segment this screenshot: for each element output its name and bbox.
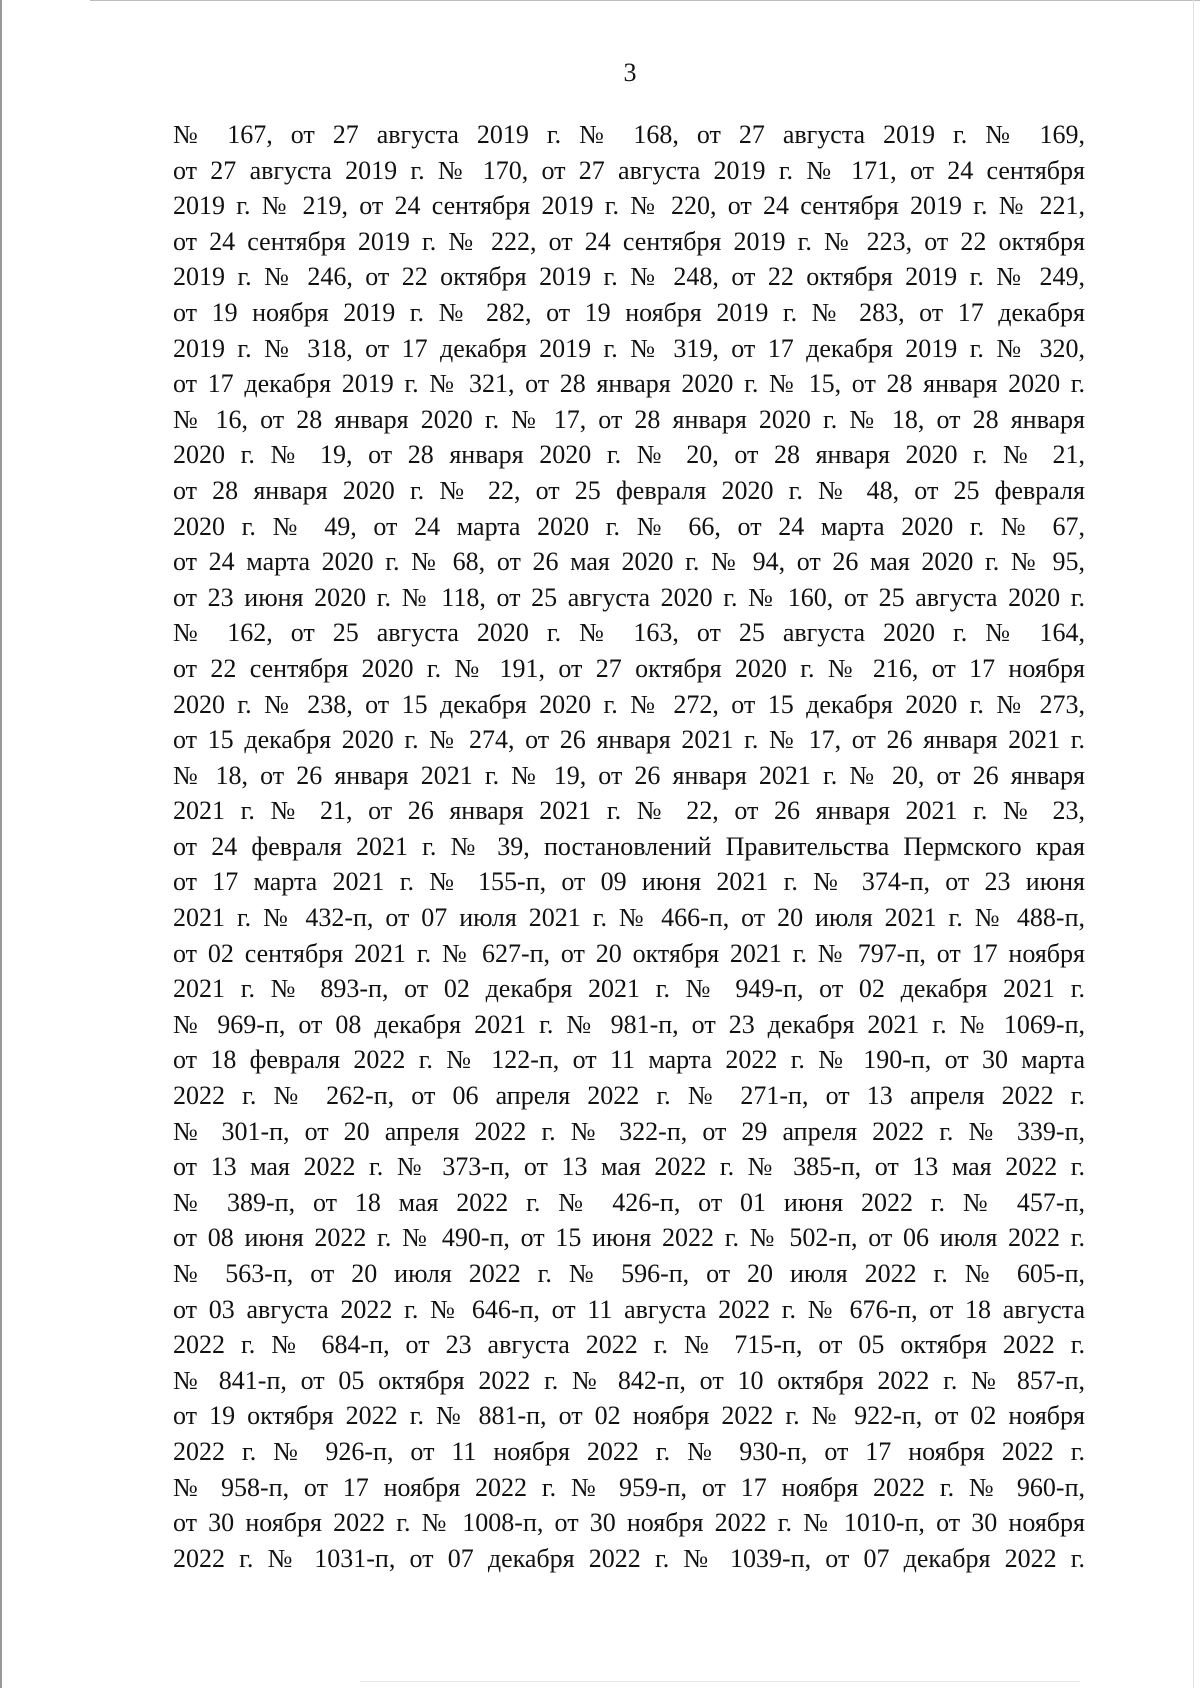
text-line: от 28 января 2020 г. № 22, от 25 февраля 2020 г. № 48, от 25 февраля (173, 475, 1085, 505)
text-line: 2020 г. № 49, от 24 марта 2020 г. № 66, от 24 марта 2020 г. № 67, (173, 511, 1085, 541)
text-line: № 958-п, от 17 ноября 2022 г. № 959-п, от 17 ноября 2022 г. № 960-п, (173, 1472, 1085, 1502)
text-line: от 24 сентября 2019 г. № 222, от 24 сентября 2019 г. № 223, от 22 октября (173, 226, 1085, 256)
text-line: № 563-п, от 20 июля 2022 г. № 596-п, от 20 июля 2022 г. № 605-п, (173, 1259, 1085, 1288)
text-line: от 23 июня 2020 г. № 118, от 25 августа 2020 г. № 160, от 25 августа 2020 г. (173, 582, 1085, 612)
body-text (173, 117, 1085, 1576)
text-line: от 18 февраля 2022 г. № 122-п, от 11 марта 2022 г. № 190-п, от 30 марта (173, 1045, 1085, 1075)
text-line: от 19 ноября 2019 г. № 282, от 19 ноября 2019 г. № 283, от 17 декабря (173, 297, 1085, 327)
text-line: от 02 сентября 2021 г. № 627-п, от 20 октября 2021 г. № 797-п, от 17 ноября (173, 938, 1085, 968)
text-line: № 16, от 28 января 2020 г. № 17, от 28 января 2020 г. № 18, от 28 января (173, 404, 1085, 434)
text-line: 2022 г. № 262-п, от 06 апреля 2022 г. № 271-п, от 13 апреля 2022 г. (173, 1081, 1085, 1111)
text-line: от 24 февраля 2021 г. № 39, постановлений Правительства Пермского края (173, 831, 1085, 861)
text-line: № 389-п, от 18 мая 2022 г. № 426-п, от 01 июня 2022 г. № 457-п, (173, 1187, 1085, 1217)
text-line: от 03 августа 2022 г. № 646-п, от 11 августа 2022 г. № 676-п, от 18 августа (173, 1294, 1085, 1324)
text-line: от 17 марта 2021 г. № 155-п, от 09 июня 2021 г. № 374-п, от 23 июня (173, 867, 1085, 897)
text-line: от 24 марта 2020 г. № 68, от 26 мая 2020 г. № 94, от 26 мая 2020 г. № 95, (173, 547, 1085, 577)
text-line: 2020 г. № 238, от 15 декабря 2020 г. № 272, от 15 декабря 2020 г. № 273, (173, 689, 1085, 719)
scan-edge-bottom (360, 1681, 1080, 1682)
text-line: 2019 г. № 246, от 22 октября 2019 г. № 248, от 22 октября 2019 г. № 249, (173, 262, 1085, 292)
scan-edge-top (90, 0, 1200, 1)
text-line: от 15 декабря 2020 г. № 274, от 26 января 2021 г. № 17, от 26 января 2021 г. (173, 725, 1085, 755)
text-line: 2021 г. № 893-п, от 02 декабря 2021 г. № 949-п, от 02 декабря 2021 г. (173, 974, 1085, 1004)
text-line: 2019 г. № 318, от 17 декабря 2019 г. № 319, от 17 декабря 2019 г. № 320, (173, 333, 1085, 363)
text-line: 2019 г. № 219, от 24 сентября 2019 г. № 220, от 24 сентября 2019 г. № 221, (173, 191, 1085, 221)
scan-edge-right (1193, 0, 1194, 1688)
text-line: 2022 г. № 1031-п, от 07 декабря 2022 г. № 1039-п, от 07 декабря 2022 г. (173, 1543, 1085, 1573)
text-line: от 22 сентября 2020 г. № 191, от 27 октября 2020 г. № 216, от 17 ноября (173, 653, 1085, 683)
text-line: от 19 октября 2022 г. № 881-п, от 02 ноября 2022 г. № 922-п, от 02 ноября (173, 1401, 1085, 1431)
scan-edge-left (0, 0, 2, 1688)
text-line: 2022 г. № 684-п, от 23 августа 2022 г. № 715-п, от 05 октября 2022 г. (173, 1330, 1085, 1360)
text-line: от 13 мая 2022 г. № 373-п, от 13 мая 2022 г. № 385-п, от 13 мая 2022 г. (173, 1152, 1085, 1182)
text-line: от 17 декабря 2019 г. № 321, от 28 января 2020 г. № 15, от 28 января 2020 г. (173, 369, 1085, 399)
text-line: № 18, от 26 января 2021 г. № 19, от 26 января 2021 г. № 20, от 26 января (173, 760, 1085, 790)
text-line: № 162, от 25 августа 2020 г. № 163, от 25 августа 2020 г. № 164, (173, 618, 1085, 648)
text-line: 2020 г. № 19, от 28 января 2020 г. № 20, от 28 января 2020 г. № 21, (173, 440, 1085, 470)
text-line: от 30 ноября 2022 г. № 1008-п, от 30 ноября 2022 г. № 1010-п, от 30 ноября (173, 1508, 1085, 1538)
text-line: № 301-п, от 20 апреля 2022 г. № 322-п, от 29 апреля 2022 г. № 339-п, (173, 1116, 1085, 1146)
text-line: от 27 августа 2019 г. № 170, от 27 августа 2019 г. № 171, от 24 сентября (173, 155, 1085, 185)
page-number: 3 (623, 58, 637, 87)
text-line: № 969-п, от 08 декабря 2021 г. № 981-п, от 23 декабря 2021 г. № 1069-п, (173, 1009, 1085, 1039)
text-line: 2022 г. № 926-п, от 11 ноября 2022 г. № 930-п, от 17 ноября 2022 г. (173, 1436, 1085, 1466)
text-line: № 841-п, от 05 октября 2022 г. № 842-п, от 10 октября 2022 г. № 857-п, (173, 1365, 1085, 1395)
text-line: 2021 г. № 21, от 26 января 2021 г. № 22, от 26 января 2021 г. № 23, (173, 796, 1085, 826)
text-line: 2021 г. № 432-п, от 07 июля 2021 г. № 466-п, от 20 июля 2021 г. № 488-п, (173, 903, 1085, 933)
text-line: № 167, от 27 августа 2019 г. № 168, от 27 августа 2019 г. № 169, (173, 120, 1085, 149)
text-line: от 08 июня 2022 г. № 490-п, от 15 июня 2022 г. № 502-п, от 06 июля 2022 г. (173, 1223, 1085, 1253)
